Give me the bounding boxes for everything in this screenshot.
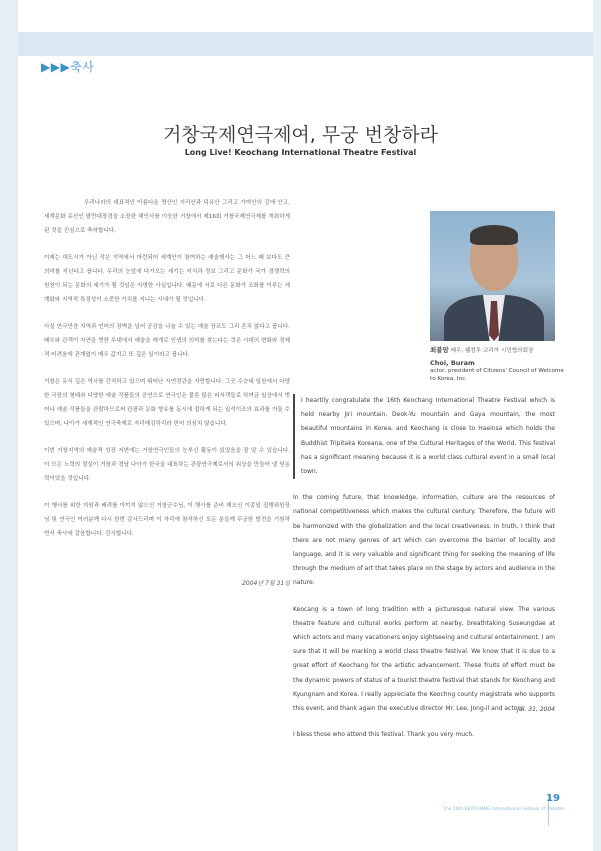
- english-paragraph: I heartily congratulate the 16th Keochang International Theatre Festival which is held nearby Jiri mountain, Deok-Yu mountain and Gaya mountain, the most beautiful mountains in Korea, and Keochang is close to Haeinsa which holds the Buddhist Tripitaka Koreana, one of the Cultural Heritages of the World. This festival has a significant meaning because it is a world class cultural event in a small local town.: [293, 394, 555, 479]
- english-paragraph: Keocang is a town of long tradition with a picturesque natural view. The various theatre feature and cultural works perform at nearby, breathtaking Suseungdae at which actors and many vacationers enjoy sightseeing and cultural entertainment. I am sure that it will be marking a world class theatre festival. We know that it is due to a great effort of Keochang for the artistic advancement. These fruits of effort must be the dynamic powers of status of a tourist theatre festival that stands for Keochang and Kyungnam and Korea. I really appreciate the Keochng county magistrate who supports this event, and thank again the executive director Mr. Lee, Jong-il and actors.: [293, 605, 555, 713]
- korean-paragraph: 사실 연극만큼 지역과 언어의 장벽을 넘어 공감을 나눌 수 있는 예술 장르도 그리 흔치 않다고 봅니다. 배우와 관객이 자연을 벗한 무대에서 예술을 매개로 인생의 의미를 찾는다는 것은 시대의 변화와 경제적 어려움에 관계없이 매우 값지고 또 깊은 일이라고 봅니다.: [44, 324, 290, 358]
- top-color-band: [0, 32, 601, 56]
- title-korean: 거창국제연극제여, 무궁 번창하라: [162, 124, 439, 146]
- korean-paragraph: 이제는 대도시가 아닌 작은 지역에서 마련되어 세계인이 참여하는 예술행사는 그 어느 때 보다도 큰 의미를 지닌다고 봅니다. 우리의 눈앞에 다가오는 세기는 지식과 정보 그리고 문화가 국가 경쟁력의 원천이 되는 문화의 세기가 될 것임은 자명한 사실입니다. 때문에 서로 다른 문화가 조화를 이루는 세계화와 지역적 특징성이 소중한 가치를 지니는 시대가 될 것입니다.: [44, 255, 290, 303]
- author-name-english: Choi, Buram: [430, 359, 475, 367]
- title-english: Long Live! Keochang International Theatre Festival: [184, 148, 417, 157]
- page-number: 19: [546, 793, 560, 804]
- footer-text: The 16th KEOCHANG International Festival of Theatre: [443, 807, 564, 812]
- author-photo: [430, 211, 555, 341]
- english-date: Jul. 31, 2004: [517, 706, 555, 713]
- section-label: ▶▶▶축사: [41, 60, 95, 74]
- english-paragraph: I bless those who attend this festival. Thank you very much.: [293, 731, 475, 739]
- english-column: [293, 394, 555, 754]
- korean-paragraph: 이번 거창지역의 예술적 성장 저변에는 거창연극인들의 눈부신 활동이 있었음을 잘 알 수 있습니다. 이 모든 노력의 결실이 거창과 경남 나아가 한국을 대표하는 관광연극제로서의 위상을 만들어 낼 원동력이었을 것입니다.: [44, 448, 290, 482]
- author-name-korean: 최불암: [430, 346, 449, 354]
- korean-paragraph: 우리나라의 대표적인 아름다운 명산인 지리산과 덕유산 그리고 가야산의 강에 안고, 세계문화 유산인 팔만대장경을 소장한 해인사를 이웃한 거창에서 제16회 거창국제연극제를 개최하게 된 것을 진심으로 축하합니다.: [44, 200, 290, 234]
- korean-column: [44, 196, 290, 554]
- korean-paragraph: 이 행사를 위한 지원과 배려를 아끼지 않으신 거창군수님, 이 행사를 준비 해오신 이종일 집행위원장님 및 연극인 여러분께 다시 한번 감사드리며 이 자리에 참석하신 모든 분들께 무궁한 발전을 기원하면서 축사에 갈음합니다. 감사합니다.: [44, 503, 290, 537]
- korean-date: 2004년 7월 31일: [242, 580, 290, 587]
- korean-paragraph: 거창은 유서 깊은 역사를 간직하고 있으며 뛰어난 자연경관을 자랑합니다. 그곳 수승대 일원에서 다양한 극장의 형태와 다양한 예술 작품들의 공연으로 연극인은 물론 많은 피서객들로 하여금 일상에서 벗어나 예술 작품들을 관람하므로써 관광과 문화 향유를 동시에 접하게 되는 일석이조의 효과를 거둘 수 있으며, 나아가 세계적인 연극축제로 자리매김하리라 믿어 의심치 않습니다.: [44, 379, 290, 427]
- author-caption: [430, 346, 565, 383]
- author-role-korean: 배우, 웰컴투 코리아 시민협의회장: [450, 348, 534, 354]
- author-role-english: actor, president of Citizens' Council of Welcome to Korea, Inc.: [430, 368, 564, 382]
- english-paragraph: In the coming future, that knowledge, information, culture are the resources of national competitiveness which makes the cultural century. Therefore, the future will be harmonized with the globalization and the local creativeness. In truth, I think that there are not many genres of art which can overcome the barrier of locality and language, and it is very valuable and significant thing for seeking the meaning of life through the medium of art that takes place on the stage by actors and audience in the nature.: [293, 494, 555, 587]
